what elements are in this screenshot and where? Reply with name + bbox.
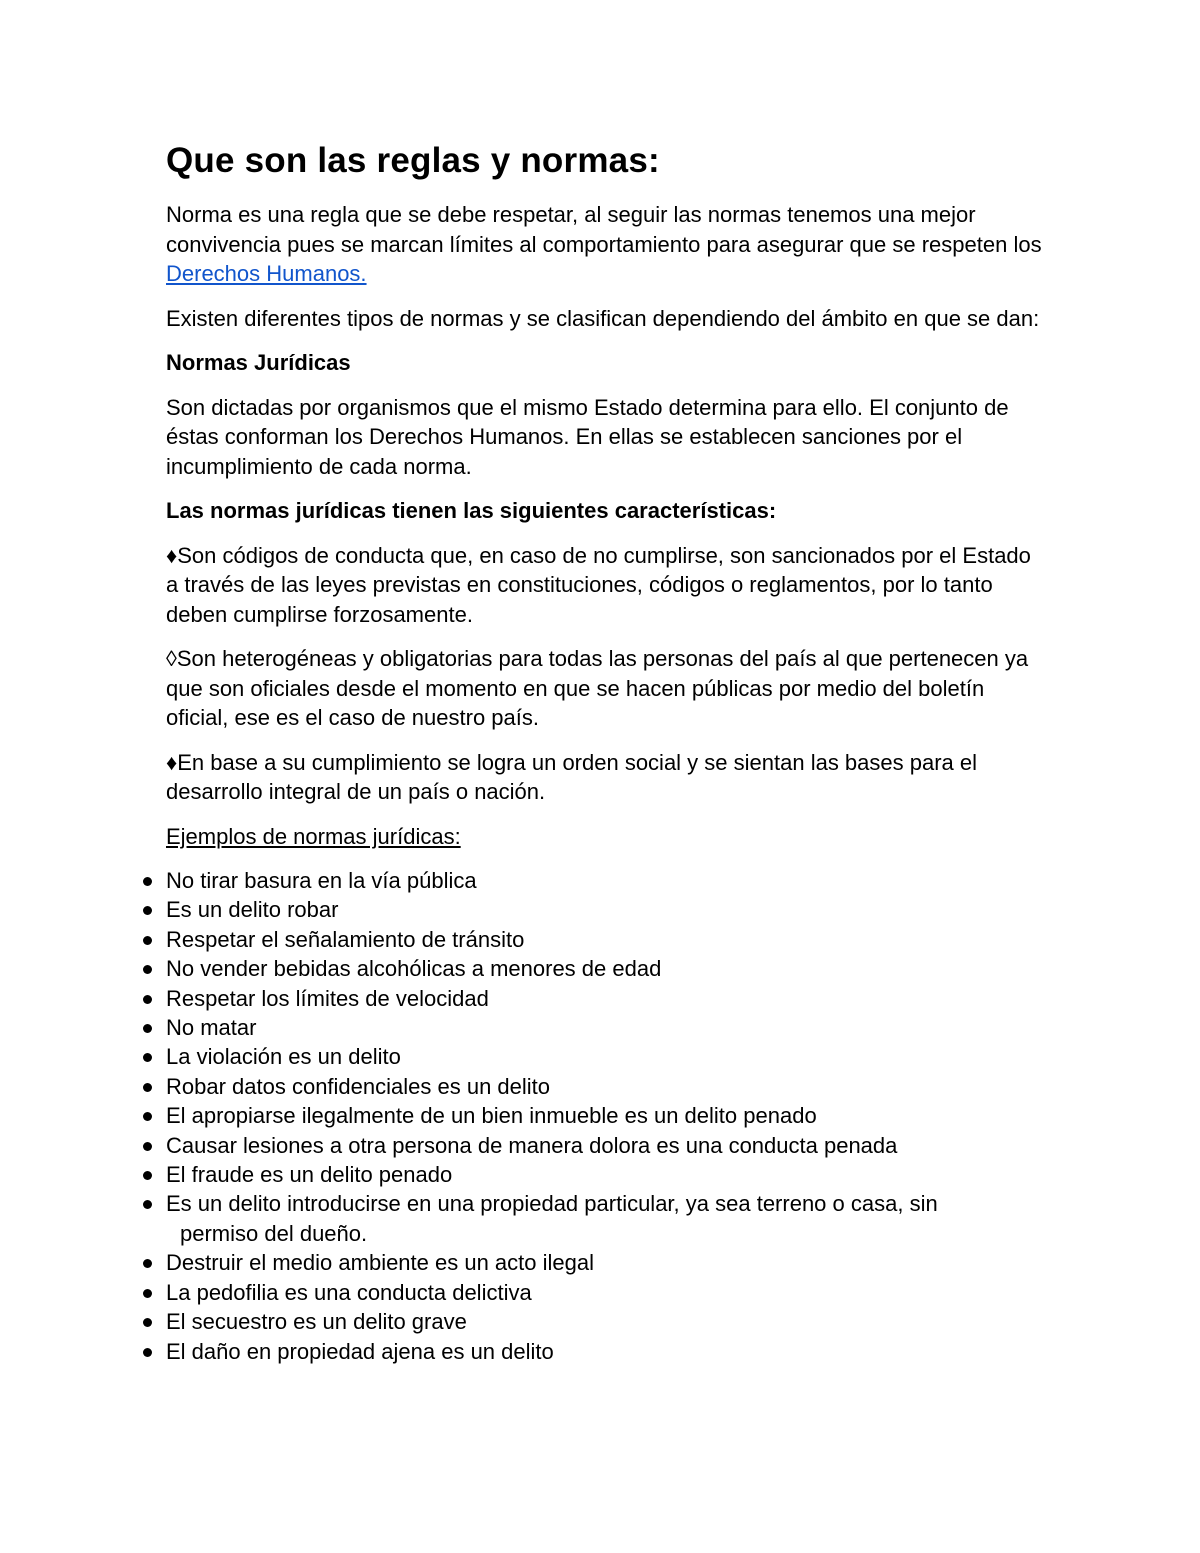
list-item-text: Respetar el señalamiento de tránsito (166, 926, 525, 952)
list-item-text: No tirar basura en la vía pública (166, 868, 477, 893)
list-item-text: Es un delito introducirse en una propiedad particular, ya sea terreno o casa, sin (166, 1191, 938, 1217)
list-item (166, 925, 1046, 954)
list-item (166, 1042, 1046, 1071)
types-paragraph: Existen diferentes tipos de normas y se clasifican dependiendo del ámbito en que se dan: (166, 305, 1040, 331)
list-item (166, 1101, 1046, 1130)
list-item-text: Robar datos confidenciales es un delito (166, 1073, 551, 1099)
derechos-humanos-link[interactable]: Derechos Humanos. (166, 261, 367, 286)
list-item-text: La pedofilia es una conducta delictiva (166, 1279, 532, 1305)
document-page (166, 138, 1046, 1366)
list-item-text: Es un delito robar (166, 897, 339, 923)
bullet-icon (143, 1200, 152, 1209)
bullet-icon (143, 1289, 152, 1298)
list-item-text: La violación es un delito (166, 1044, 401, 1070)
list-item (166, 1013, 1046, 1042)
bullet-icon (143, 1142, 152, 1151)
list-item-text: Destruir el medio ambiente es un acto ilegal (166, 1250, 595, 1276)
list-item-text: No vender bebidas alcohólicas a menores de edad (166, 956, 662, 982)
list-item-text: Respetar los límites de velocidad (166, 985, 489, 1011)
bullet-icon (143, 877, 152, 886)
bullet-icon (143, 995, 152, 1004)
list-item (166, 866, 1046, 895)
page-title: Que son las reglas y normas: (166, 141, 660, 180)
list-item (166, 895, 1046, 924)
intro-text: Norma es una regla que se debe respetar, al seguir las normas tenemos una mejor convivencia pues se marcan límites al comportamiento para asegurar que se respeten los (166, 202, 1042, 257)
list-item-text: El fraude es un delito penado (166, 1162, 453, 1188)
bullet-icon (143, 1024, 152, 1033)
characteristic-item: ◊Son heterogéneas y obligatorias para todas las personas del país al que pertenecen ya que son oficiales desde el momento en que se hacen públicas por medio del boletín oficial, ese es el caso de nuestro país. (166, 646, 1029, 730)
list-item-text: No matar (166, 1015, 257, 1041)
list-item-text: El apropiarse ilegalmente de un bien inmueble es un delito penado (166, 1103, 817, 1129)
list-item (166, 1278, 1046, 1307)
list-item (166, 1160, 1046, 1189)
list-item-continuation: permiso del dueño. (180, 1220, 368, 1246)
bullet-icon (143, 1348, 152, 1357)
bullet-icon (143, 1083, 152, 1092)
characteristic-item: ♦En base a su cumplimiento se logra un orden social y se sientan las bases para el desarrollo integral de un país o nación. (166, 749, 978, 804)
intro-paragraph (166, 200, 1046, 289)
bullet-icon (143, 965, 152, 974)
juridicas-paragraph: Son dictadas por organismos que el mismo Estado determina para ello. El conjunto de éstas conforman los Derechos Humanos. En ellas se establecen sanciones por el incumplimiento de cada norma. (166, 394, 1009, 479)
bullet-icon (143, 936, 152, 945)
examples-heading: Ejemplos de normas jurídicas: (166, 823, 461, 849)
characteristics-heading: Las normas jurídicas tienen las siguientes características: (166, 498, 777, 523)
list-item (166, 1072, 1046, 1101)
list-item (166, 1248, 1046, 1277)
list-item (166, 984, 1046, 1013)
list-item (166, 1337, 1046, 1366)
list-item-text: Causar lesiones a otra persona de manera dolora es una conducta penada (166, 1132, 898, 1158)
list-item-text: El secuestro es un delito grave (166, 1309, 467, 1335)
juridicas-heading: Normas Jurídicas (166, 350, 351, 375)
bullet-icon (143, 1112, 152, 1121)
examples-list (166, 866, 1046, 1366)
bullet-icon (143, 1318, 152, 1327)
bullet-icon (143, 1053, 152, 1062)
bullet-icon (143, 1259, 152, 1268)
list-item (166, 1189, 1046, 1248)
characteristic-item: ♦Son códigos de conducta que, en caso de no cumplirse, son sancionados por el Estado a través de las leyes previstas en constituciones, códigos o reglamentos, por lo tanto deben cumplirse forzosamente. (166, 542, 1031, 627)
bullet-icon (143, 1171, 152, 1180)
list-item-text: El daño en propiedad ajena es un delito (166, 1338, 554, 1364)
list-item (166, 954, 1046, 983)
bullet-icon (143, 906, 152, 915)
list-item (166, 1307, 1046, 1336)
list-item (166, 1131, 1046, 1160)
